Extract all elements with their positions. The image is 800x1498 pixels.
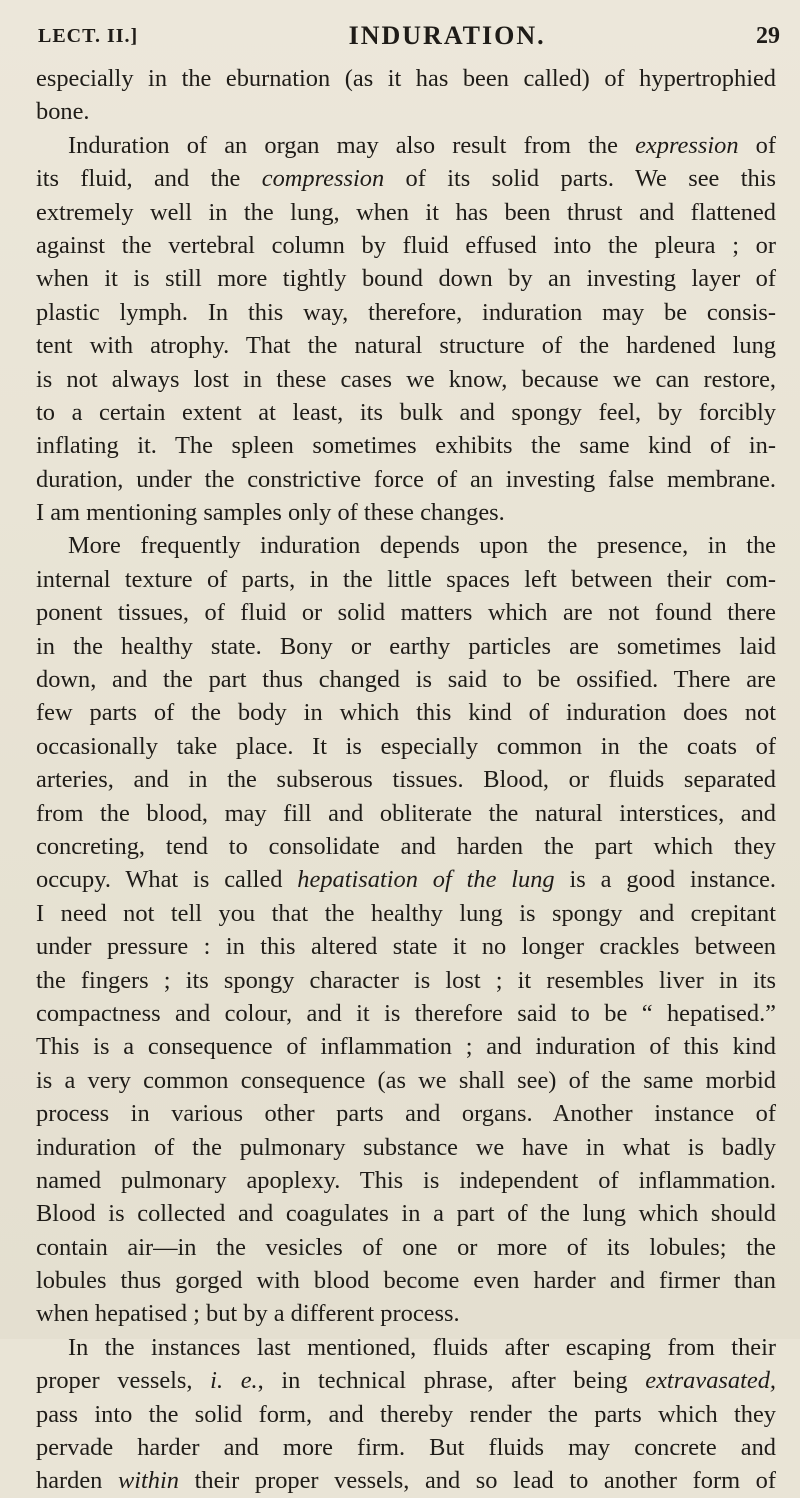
- text-run: few parts of the body in which this kind of induration does not: [36, 699, 776, 727]
- text-line: [36, 930, 776, 963]
- text-run: pervade harder and more firm. But fluids may concrete and: [36, 1434, 776, 1462]
- text-line: [36, 1331, 776, 1364]
- text-line: [36, 1030, 776, 1063]
- text-run: I need not tell you that the healthy lung is spongy and crepitant: [36, 899, 776, 927]
- text-run: of its solid parts. We see this: [384, 165, 776, 193]
- text-run: induration of the pulmonary substance we have in what is badly: [36, 1133, 776, 1161]
- text-line: [36, 396, 776, 429]
- italic-text: i. e.: [210, 1367, 258, 1395]
- text-run: , in technical phrase, after being: [257, 1367, 646, 1395]
- text-line: [36, 763, 776, 796]
- text-line: [36, 830, 776, 863]
- text-line: [36, 997, 776, 1030]
- italic-text: expression: [635, 131, 739, 159]
- text-line: [36, 1164, 776, 1197]
- text-line: [36, 630, 776, 663]
- text-run: when hepatised ; but by a different process.: [36, 1300, 460, 1328]
- text-line: [36, 596, 776, 629]
- lecture-label: LECT. II.]: [38, 24, 139, 47]
- text-run: This is a consequence of inflammation ; and induration of this kind: [36, 1033, 776, 1061]
- text-line: [36, 196, 776, 229]
- text-line: [36, 1431, 776, 1464]
- text-line: [36, 529, 776, 562]
- text-run: duration, under the constrictive force of an investing false membrane.: [36, 465, 776, 493]
- text-run: is a good instance.: [554, 866, 776, 894]
- text-line: [36, 1364, 776, 1397]
- running-header: [38, 18, 780, 54]
- text-run: occasionally take place. It is especially common in the coats of: [36, 732, 776, 760]
- text-line: [36, 730, 776, 763]
- text-run: under pressure : in this altered state it no longer crackles between: [36, 933, 776, 961]
- text-run: ponent tissues, of fluid or solid matters which are not found there: [36, 599, 776, 627]
- text-run: internal texture of parts, in the little spaces left between their com-: [36, 565, 776, 593]
- text-line: [36, 95, 776, 128]
- text-run: inflating it. The spleen sometimes exhibits the same kind of in-: [36, 432, 776, 460]
- text-run: In the instances last mentioned, fluids after escaping from their: [68, 1333, 776, 1361]
- italic-text: hepatisation of the lung: [297, 866, 555, 894]
- text-line: [36, 1297, 776, 1330]
- text-line: [36, 663, 776, 696]
- text-run: of: [738, 131, 776, 159]
- text-line: [36, 1398, 776, 1431]
- text-line: [36, 262, 776, 295]
- text-run: their proper vessels, and so lead to another form of: [178, 1467, 776, 1495]
- text-run: arteries, and in the subserous tissues. Blood, or fluids separated: [36, 766, 776, 794]
- text-line: [36, 329, 776, 362]
- text-line: [36, 162, 776, 195]
- text-line: [36, 429, 776, 462]
- text-run: occupy. What is called: [36, 866, 298, 894]
- text-run: Blood is collected and coagulates in a part of the lung which should: [36, 1200, 776, 1228]
- text-run: plastic lymph. In this way, therefore, induration may be consis-: [36, 298, 776, 326]
- text-line: [36, 496, 776, 529]
- text-line: [36, 897, 776, 930]
- text-run: process in various other parts and organs. Another instance of: [36, 1100, 776, 1128]
- text-run: down, and the part thus changed is said to be ossified. There are: [36, 666, 776, 694]
- text-run: compactness and colour, and it is therefore said to be “ hepatised.”: [36, 999, 776, 1027]
- text-run: Induration of an organ may also result from the: [68, 131, 636, 159]
- italic-text: compression: [261, 165, 385, 193]
- body-text: [36, 62, 776, 1498]
- text-line: [36, 463, 776, 496]
- text-line: [36, 1097, 776, 1130]
- text-line: [36, 1231, 776, 1264]
- text-run: I am mentioning samples only of these changes.: [36, 499, 505, 527]
- text-run: is a very common consequence (as we shall see) of the same morbid: [36, 1066, 776, 1094]
- text-run: tent with atrophy. That the natural structure of the hardened lung: [36, 332, 776, 360]
- italic-text: within: [117, 1467, 179, 1495]
- text-line: [36, 1197, 776, 1230]
- text-line: [36, 296, 776, 329]
- text-line: [36, 863, 776, 896]
- text-line: [36, 1131, 776, 1164]
- italic-text: extravasated,: [645, 1367, 776, 1395]
- text-run: the fingers ; its spongy character is lost ; it resembles liver in its: [36, 966, 776, 994]
- text-run: its fluid, and the: [36, 165, 262, 193]
- page-number: 29: [756, 22, 780, 49]
- text-run: contain air—in the vesicles of one or more of its lobules; the: [36, 1233, 776, 1261]
- text-run: from the blood, may fill and obliterate the natural interstices, and: [36, 799, 776, 827]
- text-run: concreting, tend to consolidate and harden the part which they: [36, 832, 776, 860]
- text-run: More frequently induration depends upon the presence, in the: [68, 532, 776, 560]
- text-run: pass into the solid form, and thereby render the parts which they: [36, 1400, 776, 1428]
- text-run: proper vessels,: [36, 1367, 211, 1395]
- text-run: bone.: [36, 98, 90, 126]
- text-run: harden: [36, 1467, 118, 1495]
- text-run: extremely well in the lung, when it has been thrust and flattened: [36, 198, 776, 226]
- page-title: INDURATION.: [348, 21, 546, 50]
- text-run: against the vertebral column by fluid effused into the pleura ; or: [36, 231, 776, 259]
- text-line: [36, 1064, 776, 1097]
- text-run: especially in the eburnation (as it has been called) of hypertrophied: [36, 65, 776, 92]
- text-run: is not always lost in these cases we know, because we can restore,: [36, 365, 776, 393]
- text-line: [36, 964, 776, 997]
- text-run: lobules thus gorged with blood become even harder and firmer than: [36, 1267, 776, 1295]
- text-run: in the healthy state. Bony or earthy particles are sometimes laid: [36, 632, 776, 660]
- text-run: to a certain extent at least, its bulk and spongy feel, by forcibly: [36, 398, 776, 426]
- text-line: [36, 1264, 776, 1297]
- text-line: [36, 696, 776, 729]
- text-run: named pulmonary apoplexy. This is independent of inflammation.: [36, 1166, 776, 1194]
- text-line: [36, 363, 776, 396]
- text-line: [36, 229, 776, 262]
- text-line: [36, 62, 776, 95]
- text-line: [36, 1464, 776, 1497]
- text-line: [36, 563, 776, 596]
- text-line: [36, 797, 776, 830]
- text-run: when it is still more tightly bound down by an investing layer of: [36, 265, 776, 293]
- text-line: [36, 129, 776, 162]
